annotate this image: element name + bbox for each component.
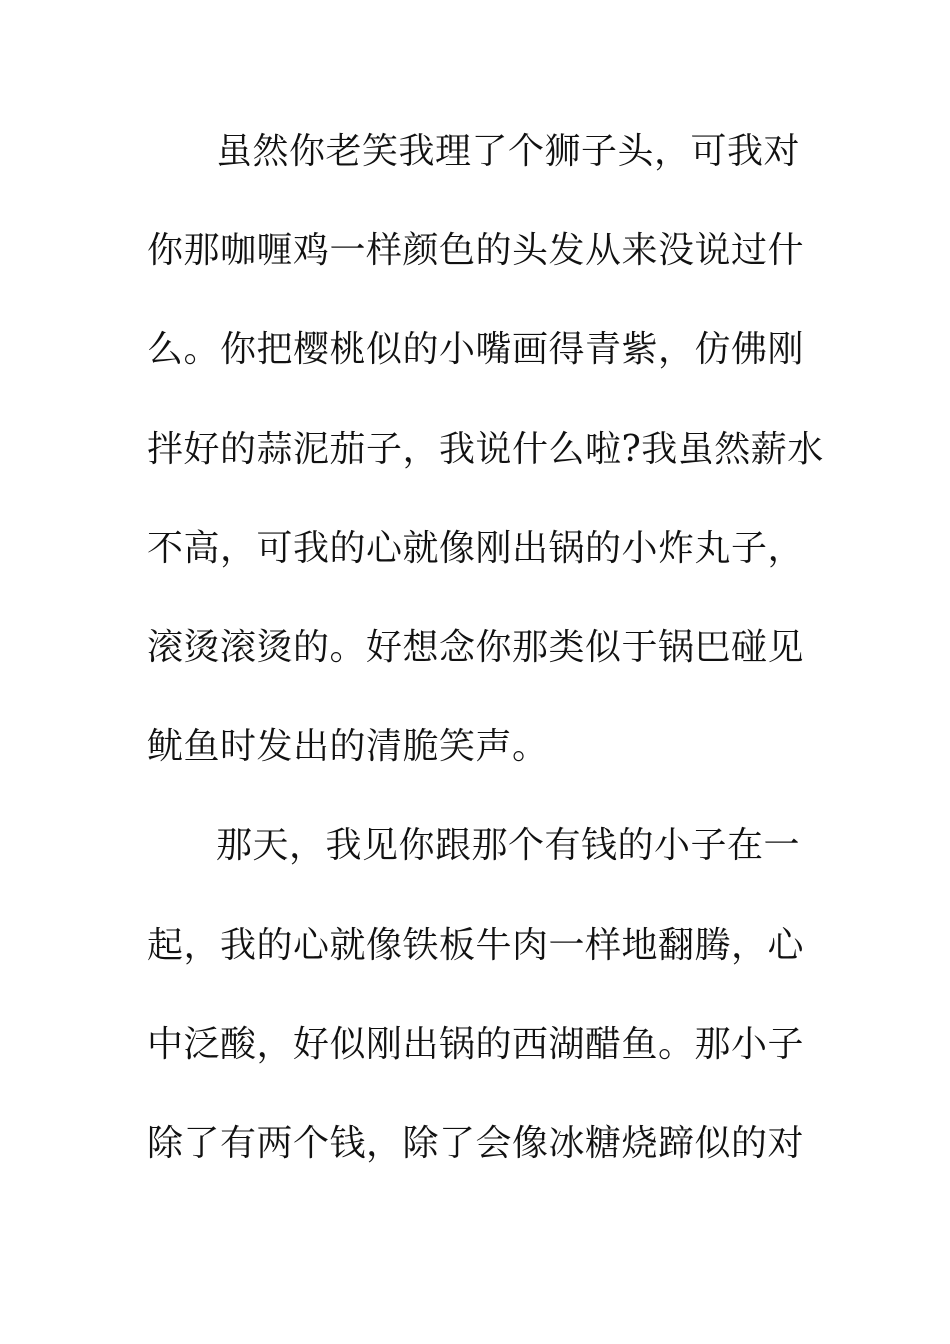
text-line: 拌好的蒜泥茄子，我说什么啦?我虽然薪水: [147, 428, 824, 470]
text-line: 中泛酸，好似刚出锅的西湖醋鱼。那小子: [147, 1023, 805, 1065]
text-line: 么。你把樱桃似的小嘴画得青紫，仿佛刚: [147, 329, 805, 371]
text-line: 起，我的心就像铁板牛肉一样地翻腾，心: [147, 924, 805, 966]
text-line: 除了有两个钱，除了会像冰糖烧蹄似的对: [147, 1122, 805, 1164]
text-line: 你那咖喱鸡一样颜色的头发从来没说过什: [147, 230, 805, 272]
paragraph-2: [147, 814, 807, 1211]
text-line: 鱿鱼时发出的清脆笑声。: [147, 726, 549, 768]
body-text: [147, 120, 824, 1211]
text-line: 虽然你老笑我理了个狮子头，可我对: [216, 131, 801, 172]
text-line: 不高，可我的心就像刚出锅的小炸丸子，: [147, 527, 805, 569]
text-line: 那天，我见你跟那个有钱的小子在一: [216, 825, 801, 867]
text-line: 滚烫滚烫的。好想念你那类似于锅巴碰见: [147, 626, 805, 668]
paragraph-1: [147, 120, 824, 814]
